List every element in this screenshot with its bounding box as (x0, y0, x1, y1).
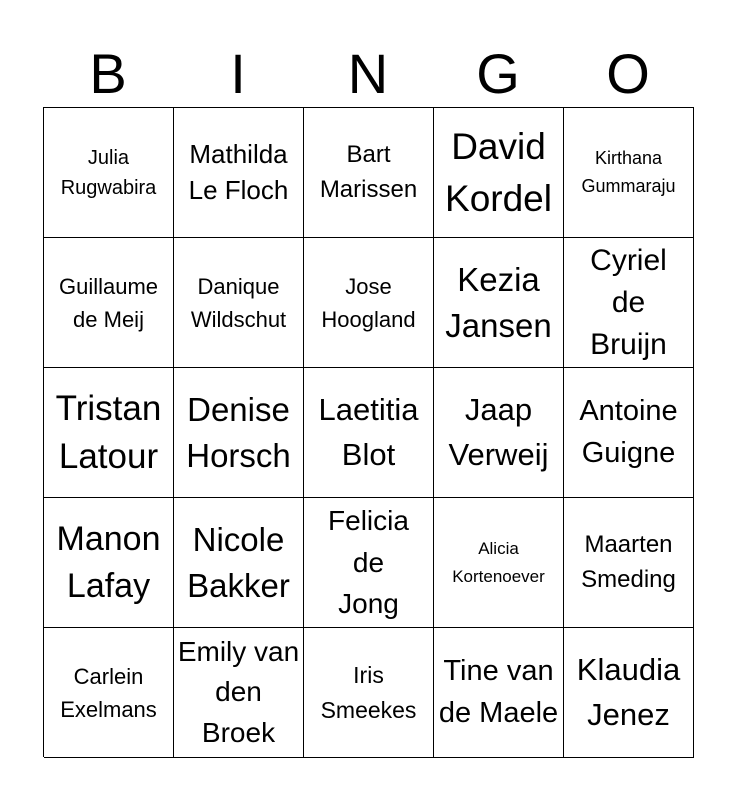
bingo-cell[interactable] (44, 108, 174, 238)
bingo-cell[interactable] (434, 238, 564, 368)
bingo-cell[interactable] (434, 628, 564, 758)
bingo-cell[interactable] (174, 498, 304, 628)
bingo-header (43, 40, 693, 108)
bingo-cell[interactable] (44, 368, 174, 498)
bingo-cell[interactable] (174, 108, 304, 238)
bingo-cell[interactable] (434, 368, 564, 498)
bingo-cell[interactable] (174, 628, 304, 758)
cell-label: Felicia de Jong (328, 505, 409, 620)
cell-label: Kirthana Gummaraju (581, 147, 676, 196)
bingo-cell[interactable] (564, 628, 694, 758)
cell-label: Bart Marissen (319, 140, 418, 203)
cell-label: Iris Smeekes (320, 662, 417, 723)
cell-label: Emily van den Broek (177, 635, 300, 748)
bingo-cell[interactable] (564, 238, 694, 368)
cell-label: Jaap Verweij (448, 392, 549, 472)
bingo-cell[interactable] (304, 368, 434, 498)
bingo-cell[interactable] (434, 498, 564, 628)
cell-label: Klaudia Jenez (576, 652, 681, 732)
bingo-cell[interactable] (44, 498, 174, 628)
cell-label: Nicole Bakker (187, 520, 290, 604)
bingo-cell[interactable] (44, 238, 174, 368)
bingo-cell[interactable] (304, 238, 434, 368)
bingo-cell[interactable] (304, 108, 434, 238)
bingo-cell[interactable] (44, 628, 174, 758)
header-letter-o: O (606, 42, 650, 105)
bingo-cell[interactable] (564, 498, 694, 628)
cell-label: David Kordel (445, 126, 552, 219)
cell-label: Tristan Latour (55, 388, 162, 476)
bingo-cell[interactable] (434, 108, 564, 238)
cell-label: Maarten Smeding (581, 531, 676, 593)
cell-label: Mathilda Le Floch (188, 138, 289, 205)
cell-label: Alicia Kortenoever (452, 539, 545, 586)
bingo-cell[interactable] (174, 238, 304, 368)
cell-label: Jose Hoogland (321, 273, 416, 332)
cell-label: Guillaume de Meij (58, 273, 159, 332)
header-letter-b: B (89, 42, 127, 105)
header-letter-g: G (476, 42, 520, 105)
cell-label: Danique Wildschut (190, 273, 287, 332)
cell-label: Kezia Jansen (445, 260, 552, 344)
bingo-cell[interactable] (564, 108, 694, 238)
cell-label: Carlein Exelmans (60, 663, 157, 722)
bingo-board (43, 107, 694, 757)
cell-label: Antoine Guigne (579, 395, 678, 469)
bingo-cell[interactable] (304, 628, 434, 758)
bingo-cell[interactable] (174, 368, 304, 498)
bingo-cell[interactable] (564, 368, 694, 498)
cell-label: Julia Rugwabira (60, 146, 157, 199)
cell-label: Denise Horsch (186, 390, 291, 474)
cell-label: Manon Lafay (56, 519, 161, 605)
cell-label: Tine van de Maele (438, 655, 559, 729)
bingo-cell[interactable] (304, 498, 434, 628)
cell-label: Laetitia Blot (318, 392, 419, 472)
header-letter-n: N (347, 42, 389, 105)
cell-label: Cyriel de Bruijn (590, 243, 667, 361)
header-letter-i: I (230, 42, 246, 105)
